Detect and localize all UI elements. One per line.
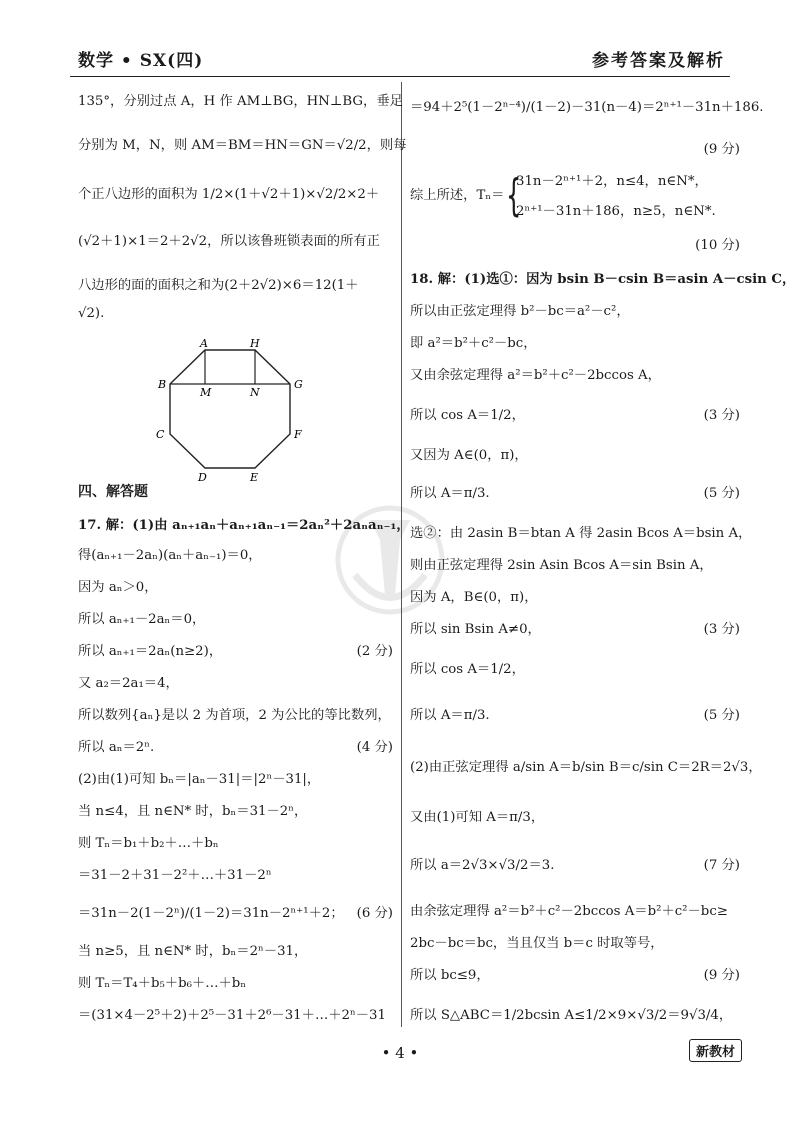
- label-C: C: [156, 428, 165, 441]
- text-line: [410, 904, 740, 920]
- q17-text: ＝31－2＋31－2²＋…＋31－2ⁿ: [78, 868, 272, 883]
- text-line: [410, 336, 740, 352]
- points: (3 分): [703, 408, 740, 423]
- page-header: [0, 40, 800, 80]
- line-text: (2)由正弦定理得 a/sin A＝b/sin B＝c/sin C＝2R＝2√3，: [410, 760, 762, 775]
- line-text: 所以 bc≤9，: [410, 968, 490, 983]
- line-text: 又由(1)可知 A＝π/3，: [410, 810, 545, 825]
- q17-text: ＝31n－2(1－2ⁿ)/(1－2)＝31n－2ⁿ⁺¹＋2；: [78, 906, 344, 921]
- text-line: [410, 100, 764, 116]
- text-line: [410, 1008, 740, 1024]
- q17-line: [78, 580, 393, 596]
- points: (6 分): [356, 906, 393, 921]
- q17-line: [78, 548, 393, 564]
- octagon-figure: [150, 338, 310, 488]
- page-number: • 4 •: [381, 1044, 419, 1062]
- points: (10 分): [695, 238, 740, 253]
- points: (9 分): [703, 142, 740, 157]
- label-G: G: [294, 378, 303, 391]
- text-line: [410, 662, 740, 678]
- label-F: F: [294, 428, 302, 441]
- points: (5 分): [703, 708, 740, 723]
- line-text: 18. 解：(1)选①：因为 bsin B－csin B＝asin A－csin C，: [410, 272, 796, 287]
- points: (3 分): [703, 622, 740, 637]
- q17-text: 得(aₙ₊₁－2aₙ)(aₙ＋aₙ₋₁)＝0，: [78, 548, 262, 563]
- text-line: [410, 760, 762, 776]
- text-line: [410, 810, 740, 826]
- q17-text: ＝(31×4－2⁵＋2)＋2⁵－31＋2⁶－31＋…＋2ⁿ－31: [78, 1008, 386, 1023]
- q17-text: 所以 aₙ＝2ⁿ.: [78, 740, 155, 755]
- q17-line: [78, 906, 393, 922]
- text-line: [410, 368, 740, 384]
- header-rule: [70, 76, 730, 77]
- label-N: N: [250, 386, 260, 399]
- text-line: [410, 526, 752, 542]
- q17-line: [78, 836, 393, 852]
- summary-case-2: 2ⁿ⁺¹－31n＋186，n≥5，n∈N*.: [516, 204, 716, 219]
- q17-text: 则 Tₙ＝b₁＋b₂＋…＋bₙ: [78, 836, 219, 851]
- summary-case-1: 31n－2ⁿ⁺¹＋2，n≤4，n∈N*，: [516, 174, 708, 189]
- text-line: [410, 622, 740, 638]
- label-H: H: [250, 338, 260, 350]
- text-line: √2).: [78, 306, 105, 321]
- summary-lead: 综上所述，Tₙ＝: [410, 188, 505, 203]
- text-line: 135°，分别过点 A，H 作 AM⊥BG，HN⊥BG，垂足: [78, 94, 403, 109]
- text-line: [410, 590, 740, 606]
- line-text: 因为 A，B∈(0，π)，: [410, 590, 538, 605]
- text-line: 个正八边形的面积为 1/2×(1＋√2＋1)×√2/2×2＋: [78, 187, 380, 202]
- text-line: [410, 304, 740, 320]
- q17-text: 因为 aₙ＞0，: [78, 580, 158, 595]
- text-line: [410, 486, 740, 502]
- line-text: 选②：由 2asin B＝btan A 得 2asin Bcos A＝bsin A，: [410, 526, 752, 541]
- text-line: (√2＋1)×1＝2＋2√2，所以该鲁班锁表面的所有正: [78, 234, 380, 249]
- line-text: 所以 cos A＝1/2，: [410, 662, 525, 677]
- line-text: 即 a²＝b²＋c²－bc，: [410, 336, 537, 351]
- line-text: 所以 a＝2√3×√3/2＝3.: [410, 858, 555, 873]
- q17-line: [78, 1008, 393, 1024]
- line-text: 所以 A＝π/3.: [410, 486, 490, 501]
- line-text: 所以 S△ABC＝1/2bcsin A≤1/2×9×√3/2＝9√3/4，: [410, 1008, 733, 1023]
- line-text: 所以 sin Bsin A≠0，: [410, 622, 541, 637]
- q17-line: [78, 944, 393, 960]
- line-text: 所以由正弦定理得 b²－bc＝a²－c²，: [410, 304, 630, 319]
- q17-line: [78, 644, 393, 660]
- line-text: 所以 cos A＝1/2，: [410, 408, 525, 423]
- label-E: E: [250, 471, 259, 484]
- points: (5 分): [703, 486, 740, 501]
- q17-text: (2)由(1)可知 bₙ＝|aₙ－31|＝|2ⁿ－31|，: [78, 772, 321, 787]
- q17-text: 所以 aₙ₊₁－2aₙ＝0，: [78, 612, 206, 627]
- text-line: [410, 272, 796, 288]
- q17-text: 则 Tₙ＝T₄＋b₅＋b₆＋…＋bₙ: [78, 976, 247, 991]
- text-line: [410, 558, 740, 574]
- line-text: ＝94＋2⁵(1－2ⁿ⁻⁴)/(1－2)－31(n－4)＝2ⁿ⁺¹－31n＋186.: [410, 100, 764, 115]
- points: (4 分): [356, 740, 393, 755]
- label-M: M: [200, 386, 212, 399]
- line-text: 又因为 A∈(0，π)，: [410, 448, 528, 463]
- line-text: 则由正弦定理得 2sin Asin Bcos A＝sin Bsin A，: [410, 558, 713, 573]
- label-B: B: [158, 378, 167, 391]
- section-title: 四、解答题: [78, 484, 148, 500]
- q17-text: 又 a₂＝2a₁＝4，: [78, 676, 179, 691]
- q17-line: [78, 676, 393, 692]
- line-text: 又由余弦定理得 a²＝b²＋c²－2bccos A，: [410, 368, 661, 383]
- text-line: [410, 708, 740, 724]
- q17-line: [78, 740, 393, 756]
- q17-line: [78, 804, 393, 820]
- q17-text: 17. 解：(1)由 aₙ₊₁aₙ＋aₙ₊₁aₙ₋₁＝2aₙ²＋2aₙaₙ₋₁，: [78, 518, 410, 533]
- subject-title: 数学 • SX(四): [78, 51, 204, 71]
- q17-text: 当 n≥5，且 n∈N* 时，bₙ＝2ⁿ－31，: [78, 944, 308, 959]
- line-text: 2bc－bc＝bc，当且仅当 b＝c 时取等号，: [410, 936, 664, 951]
- q17-text: 当 n≤4，且 n∈N* 时，bₙ＝31－2ⁿ，: [78, 804, 308, 819]
- doc-title: 参考答案及解析: [592, 51, 725, 71]
- points: (7 分): [703, 858, 740, 873]
- q17-text: 所以 aₙ₊₁＝2aₙ(n≥2)，: [78, 644, 223, 659]
- label-D: D: [198, 471, 207, 484]
- line-text: 由余弦定理得 a²＝b²＋c²－2bccos A＝b²＋c²－bc≥: [410, 904, 728, 919]
- points: (2 分): [356, 644, 393, 659]
- text-line: [410, 448, 740, 464]
- q17-line: [78, 772, 393, 788]
- q17-line: [78, 518, 410, 534]
- text-line: 八边形的面的面积之和为(2＋2√2)×6＝12(1＋: [78, 278, 359, 293]
- left-brace: {: [506, 170, 522, 221]
- text-line: [410, 968, 740, 984]
- text-line: [410, 936, 740, 952]
- line-text: 所以 A＝π/3.: [410, 708, 490, 723]
- text-line: [410, 408, 740, 424]
- q17-line: [78, 976, 393, 992]
- q17-line: [78, 868, 393, 884]
- points: (9 分): [703, 968, 740, 983]
- text-line: 分别为 M，N，则 AM＝BM＝HN＝GN＝√2/2，则每: [78, 138, 407, 153]
- label-A: A: [200, 338, 208, 350]
- new-textbook-badge: 新教材: [689, 1039, 742, 1062]
- q17-line: [78, 612, 393, 628]
- q17-text: 所以数列{aₙ}是以 2 为首项，2 为公比的等比数列，: [78, 708, 391, 723]
- q17-line: [78, 708, 393, 724]
- text-line: [410, 858, 740, 874]
